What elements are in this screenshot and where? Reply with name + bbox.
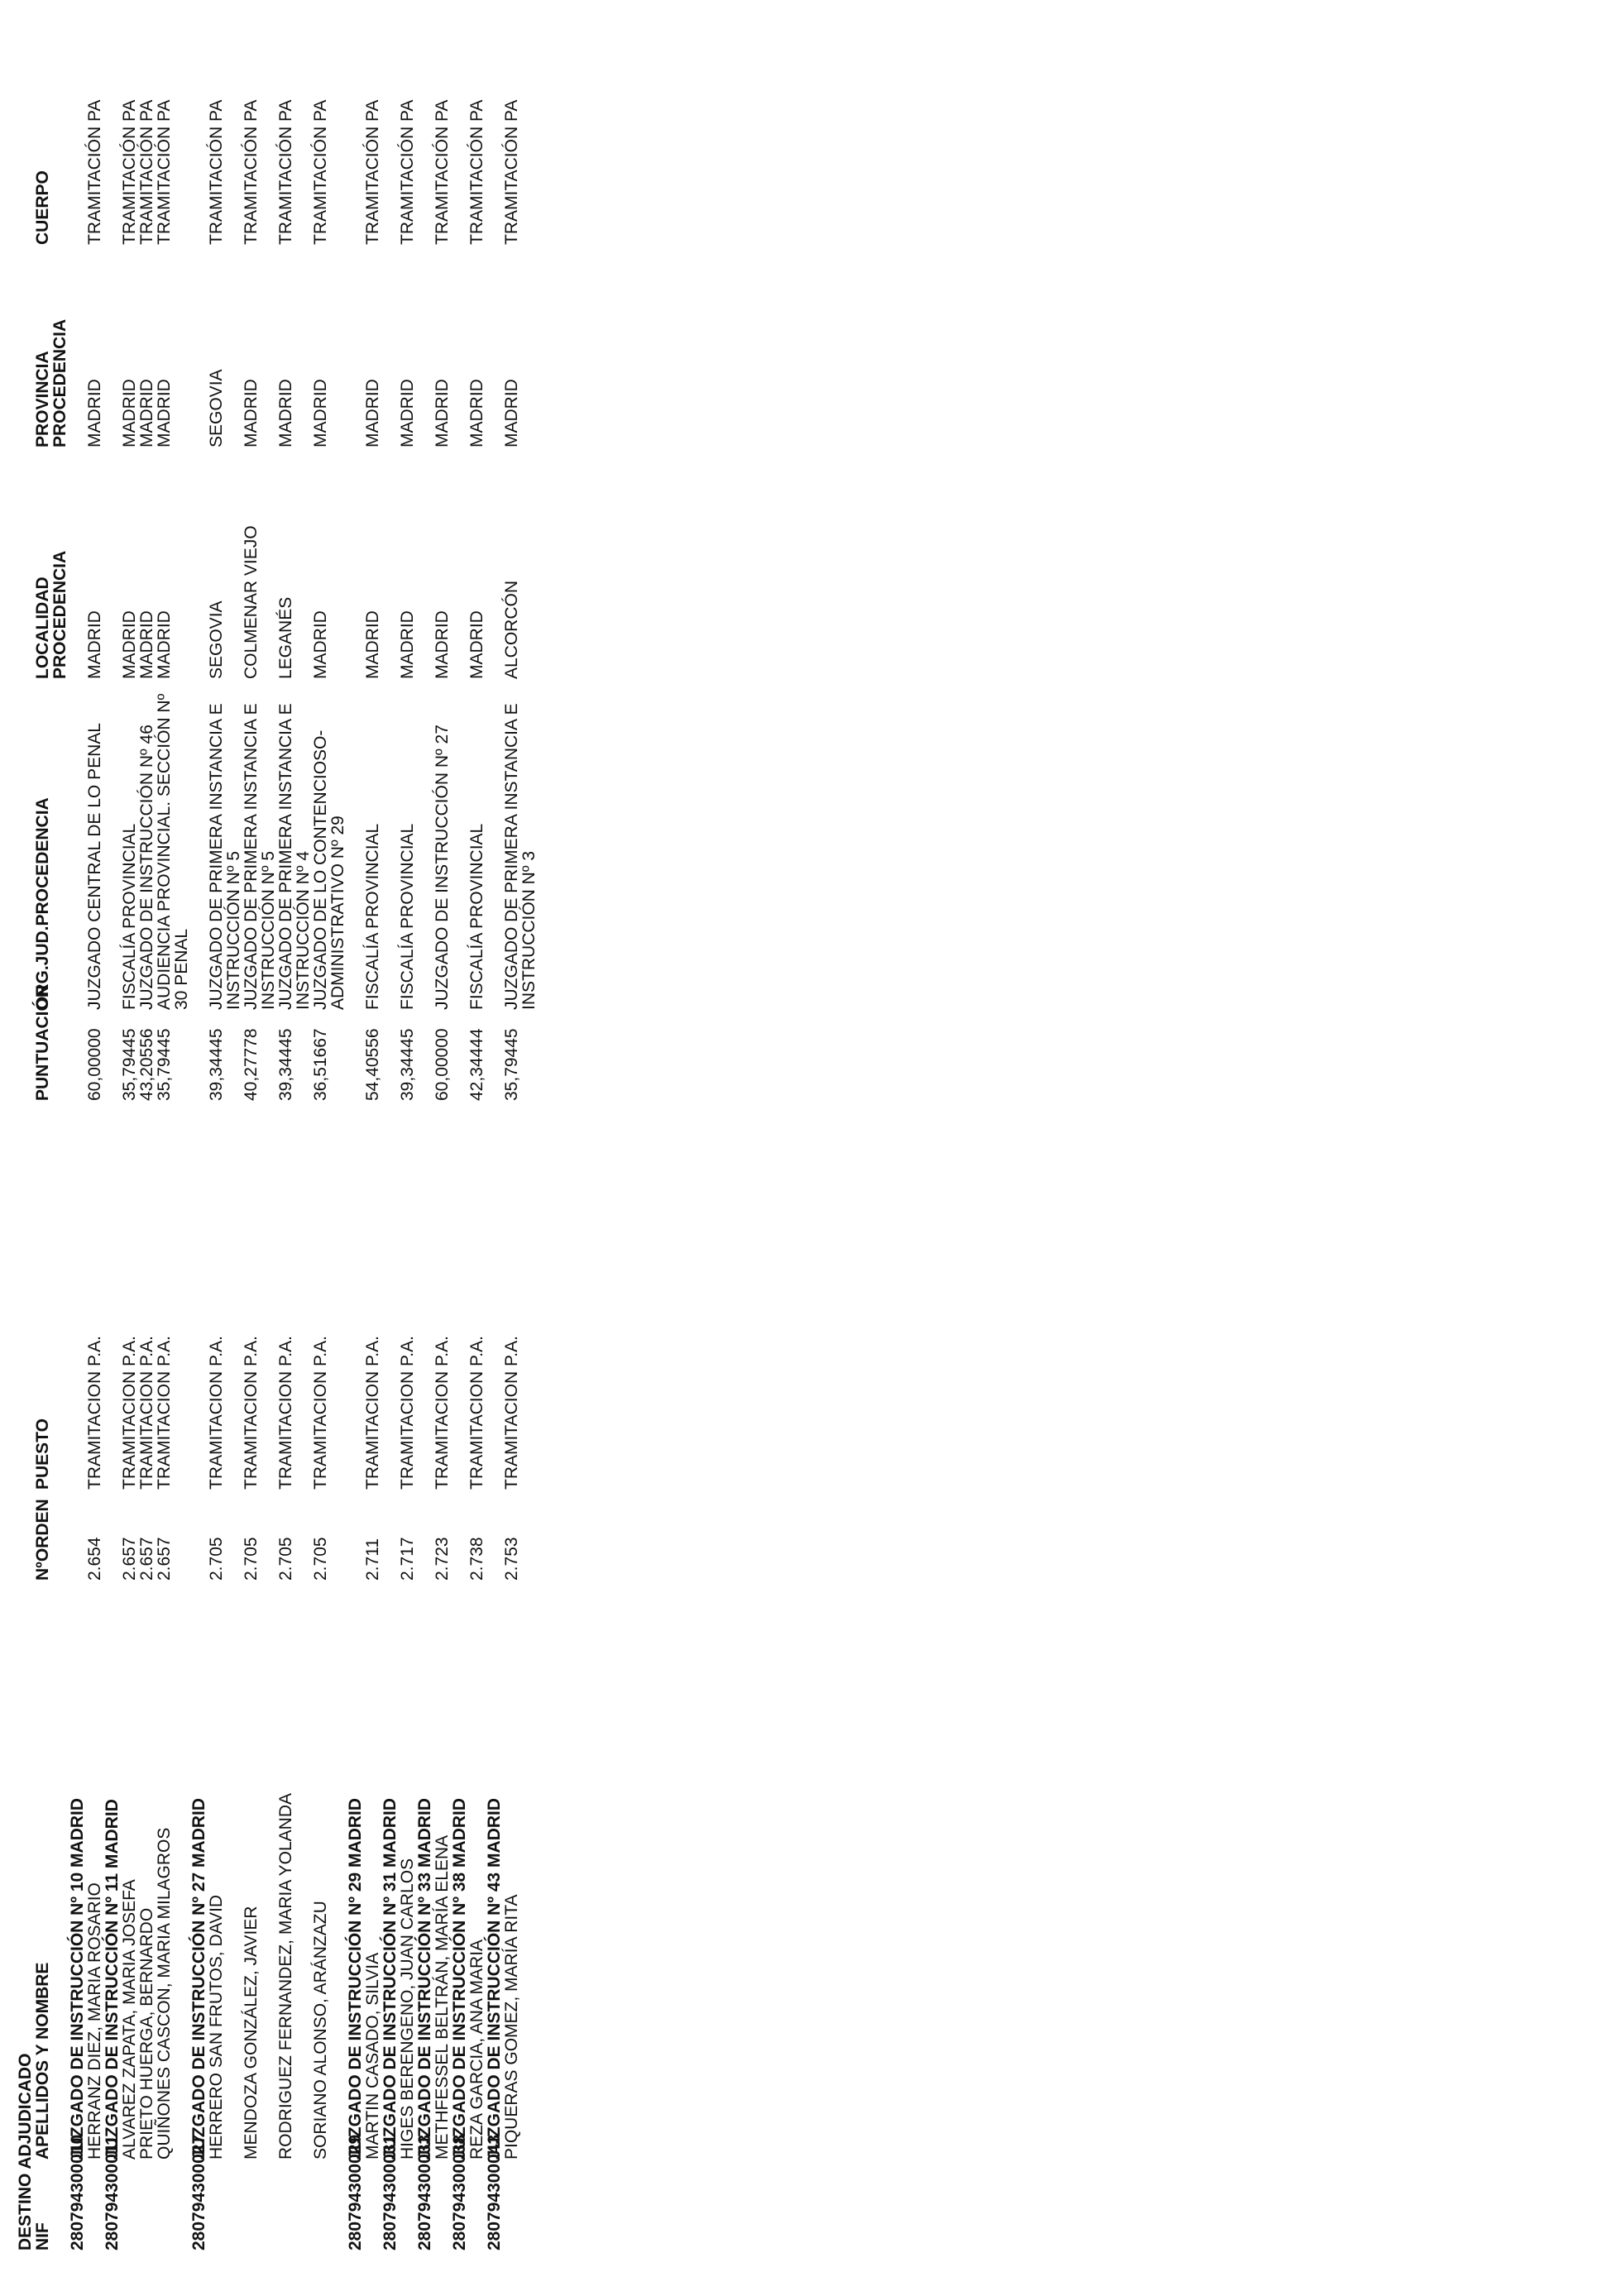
order-number: 2.711 (363, 1538, 382, 1581)
destination-nif: 280794300033 (415, 2134, 434, 2251)
order-number: 2.705 (311, 1537, 330, 1581)
destination-court: JUZGADO DE INSTRUCCIÓN Nº 27 MADRID (189, 1797, 208, 2160)
origin-province: MADRID (242, 379, 261, 447)
table-row (503, 50, 538, 2251)
table-row (138, 50, 156, 2251)
post: TRAMITACION P.A. (363, 1336, 382, 1490)
order-number: 2.738 (467, 1537, 486, 1581)
empty-nif-cell (468, 2160, 486, 2251)
post: TRAMITACION P.A. (155, 1336, 174, 1490)
origin-province: MADRID (276, 379, 295, 447)
origin-body: FISCALÍA PROVINCIAL (467, 823, 486, 1010)
origin-province: MADRID (155, 379, 174, 447)
post: TRAMITACION P.A. (137, 1336, 156, 1490)
destination-nif: 280794300038 (450, 2134, 469, 2251)
destination-nif: 280794300029 (346, 2134, 365, 2251)
origin-locality: MADRID (363, 610, 382, 679)
destination-nif: 280794300031 (381, 2134, 400, 2251)
table-row (277, 50, 312, 2251)
person-name: ALVAREZ ZAPATA, MARIA JOSEFA (120, 1879, 139, 2160)
score: 39,34445 (276, 1028, 295, 1101)
origin-locality: MADRID (85, 610, 104, 679)
order-number: 2.657 (155, 1537, 174, 1581)
score: 60,00000 (85, 1028, 104, 1101)
header-corps: CUERPO (33, 170, 52, 245)
person-name: METHFESSEL BELTRÁN, MARÍA ELENA (433, 1834, 452, 2160)
corps: TRAMITACIÓN PA (363, 99, 382, 245)
header-origin-province: PROVINCIA PROCEDENCIA (33, 318, 69, 447)
origin-province: MADRID (363, 379, 382, 447)
origin-body: JUZGADO CENTRAL DE LO PENAL (85, 723, 104, 1010)
score: 43,20556 (137, 1028, 156, 1101)
table-row (86, 50, 103, 2251)
empty-nif-cell (399, 2160, 416, 2251)
empty-nif-cell (277, 2160, 312, 2251)
post: TRAMITACION P.A. (276, 1336, 295, 1490)
destination-court: JUZGADO DE INSTRUCCIÓN Nº 33 MADRID (415, 1797, 434, 2160)
origin-body: JUZGADO DE PRIMERA INSTANCIA E INSTRUCCIÓN Nº 5 (242, 703, 278, 1010)
person-name: HIGES BERENGENO, JUAN CARLOS (398, 1858, 417, 2160)
destination-court: JUZGADO DE INSTRUCCIÓN Nº 43 MADRID (485, 1797, 504, 2160)
origin-body: FISCALÍA PROVINCIAL (398, 823, 417, 1010)
corps: TRAMITACIÓN PA (276, 99, 295, 245)
header-order: NºORDEN (33, 1499, 52, 1581)
empty-nif-cell (208, 2160, 242, 2251)
table-row (433, 50, 451, 2251)
origin-province: MADRID (398, 379, 417, 447)
destination-group-row (69, 50, 86, 2251)
origin-province: MADRID (120, 379, 139, 447)
origin-body: FISCALÍA PROVINCIAL (363, 823, 382, 1010)
person-name: PIQUERAS GOMEZ, MARÍA RITA (502, 1894, 521, 2160)
empty-nif-cell (433, 2160, 451, 2251)
score: 35,79445 (155, 1028, 174, 1101)
destination-nif: 280794300027 (189, 2134, 208, 2251)
table-row (156, 50, 190, 2251)
destination-group-row (486, 50, 503, 2251)
corps: TRAMITACIÓN PA (433, 99, 452, 245)
post: TRAMITACION P.A. (207, 1336, 226, 1490)
origin-locality: MADRID (155, 610, 174, 679)
origin-body: JUZGADO DE PRIMERA INSTANCIA E INSTRUCCIÓN Nº 3 (502, 703, 539, 1010)
empty-nif-cell (242, 2160, 277, 2251)
header-name: APELLIDOS Y NOMBRE (33, 1962, 52, 2160)
origin-province: MADRID (137, 379, 156, 447)
origin-province: MADRID (467, 379, 486, 447)
person-name: HERRERO SAN FRUTOS, DAVID (207, 1894, 226, 2160)
person-name: PRIETO HUERGA, BERNARDO (137, 1907, 156, 2160)
score: 60,00000 (433, 1028, 452, 1101)
order-number: 2.654 (85, 1537, 104, 1581)
destination-group-row (103, 50, 121, 2251)
score: 39,34445 (207, 1028, 226, 1101)
order-number: 2.723 (433, 1537, 452, 1581)
origin-body: JUZGADO DE INSTRUCCIÓN Nº 46 (137, 725, 156, 1010)
origin-locality: MADRID (120, 610, 139, 679)
table-row (468, 50, 486, 2251)
header-origin-body: ORG.JUD.PROCEDENCIA (33, 797, 52, 1010)
empty-nif-cell (121, 2160, 138, 2251)
person-name: RODRIGUEZ FERNANDEZ, MARIA YOLANDA (276, 1792, 295, 2160)
post: TRAMITACION P.A. (433, 1336, 452, 1490)
origin-locality: MADRID (433, 610, 452, 679)
destination-nif: 280794300010 (68, 2134, 87, 2251)
score: 36,51667 (311, 1028, 330, 1101)
table-row (312, 50, 347, 2251)
origin-locality: MADRID (311, 610, 330, 679)
order-number: 2.705 (242, 1537, 261, 1581)
document-title: DESTINO ADJUDICADO (16, 2053, 35, 2251)
assignments-table (17, 50, 538, 2251)
destination-court: JUZGADO DE INSTRUCCIÓN Nº 31 MADRID (381, 1797, 400, 2160)
empty-nif-cell (156, 2160, 190, 2251)
origin-locality: MADRID (398, 610, 417, 679)
destination-group-row (416, 50, 433, 2251)
table-row (242, 50, 277, 2251)
destination-nif: 280794300043 (485, 2134, 504, 2251)
origin-province: MADRID (502, 379, 521, 447)
header-post: PUESTO (33, 1418, 52, 1490)
header-origin-locality: LOCALIDAD PROCEDENCIA (33, 550, 69, 679)
table-body (69, 50, 538, 2251)
origin-locality: COLMENAR VIEJO (242, 525, 261, 679)
corps: TRAMITACIÓN PA (137, 99, 156, 245)
order-number: 2.657 (120, 1537, 139, 1581)
origin-body: AUDIENCIA PROVINCIAL. SECCIÓN Nº 30 PENAL (155, 693, 191, 1010)
origin-locality: LEGANÉS (276, 596, 295, 679)
post: TRAMITACION P.A. (120, 1336, 139, 1490)
score: 35,79445 (120, 1028, 139, 1101)
destination-group-row (451, 50, 468, 2251)
destination-court: JUZGADO DE INSTRUCCIÓN Nº 29 MADRID (346, 1797, 365, 2160)
corps: TRAMITACIÓN PA (207, 99, 226, 245)
order-number: 2.705 (276, 1537, 295, 1581)
origin-body: JUZGADO DE PRIMERA INSTANCIA E INSTRUCCIÓN Nº 4 (276, 703, 313, 1010)
score: 40,27778 (242, 1028, 261, 1101)
score: 54,40556 (363, 1028, 382, 1101)
person-name: HERRANZ DIEZ, MARIA ROSARIO (85, 1882, 104, 2160)
empty-nif-cell (138, 2160, 156, 2251)
order-number: 2.717 (398, 1537, 417, 1581)
empty-nif-cell (86, 2160, 103, 2251)
empty-nif-cell (364, 2160, 381, 2251)
post: TRAMITACION P.A. (311, 1336, 330, 1490)
order-number: 2.705 (207, 1537, 226, 1581)
origin-province: SEGOVIA (207, 369, 226, 447)
column-header-row (34, 50, 69, 2251)
corps: TRAMITACIÓN PA (311, 99, 330, 245)
empty-nif-cell (503, 2160, 538, 2251)
table-row (208, 50, 242, 2251)
origin-locality: ALCORCÓN (502, 580, 521, 679)
post: TRAMITACION P.A. (242, 1336, 261, 1490)
destination-court: JUZGADO DE INSTRUCCIÓN Nº 10 MADRID (68, 1797, 87, 2160)
post: TRAMITACION P.A. (502, 1336, 521, 1490)
post: TRAMITACION P.A. (85, 1336, 104, 1490)
corps: TRAMITACIÓN PA (502, 99, 521, 245)
corps: TRAMITACIÓN PA (467, 99, 486, 245)
origin-locality: SEGOVIA (207, 600, 226, 679)
corps: TRAMITACIÓN PA (85, 99, 104, 245)
corps: TRAMITACIÓN PA (155, 99, 174, 245)
empty-nif-cell (312, 2160, 347, 2251)
origin-body: JUZGADO DE INSTRUCCIÓN Nº 27 (433, 725, 452, 1010)
destination-court: JUZGADO DE INSTRUCCIÓN Nº 38 MADRID (450, 1797, 469, 2160)
destination-group-row (190, 50, 208, 2251)
origin-body: FISCALÍA PROVINCIAL (120, 823, 139, 1010)
header-score: PUNTUACIÓN (33, 985, 52, 1101)
table-row (121, 50, 138, 2251)
header-nif: NIF (33, 2222, 52, 2251)
person-name: MARTIN CASADO, SILVIA (363, 1952, 382, 2160)
person-name: MENDOZA GONZÁLEZ, JAVIER (242, 1906, 261, 2160)
table-row (364, 50, 381, 2251)
destination-nif: 280794300011 (103, 2136, 122, 2251)
origin-province: MADRID (433, 379, 452, 447)
corps: TRAMITACIÓN PA (242, 99, 261, 245)
origin-body: JUZGADO DE LO CONTENCIOSO-ADMINISTRATIVO Nº 29 (311, 729, 347, 1010)
destination-group-row (381, 50, 399, 2251)
destination-group-row (347, 50, 364, 2251)
score: 39,34445 (398, 1028, 417, 1101)
corps: TRAMITACIÓN PA (120, 99, 139, 245)
origin-locality: MADRID (137, 610, 156, 679)
order-number: 2.753 (502, 1537, 521, 1581)
post: TRAMITACION P.A. (398, 1336, 417, 1490)
origin-province: MADRID (85, 379, 104, 447)
destination-court: JUZGADO DE INSTRUCCIÓN Nº 11 MADRID (103, 1799, 122, 2160)
post: TRAMITACION P.A. (467, 1336, 486, 1490)
origin-province: MADRID (311, 379, 330, 447)
order-number: 2.657 (137, 1537, 156, 1581)
corps: TRAMITACIÓN PA (398, 99, 417, 245)
person-name: QUIÑONES CASCON, MARIA MILAGROS (155, 1827, 174, 2160)
origin-body: JUZGADO DE PRIMERA INSTANCIA E INSTRUCCIÓN Nº 5 (207, 703, 243, 1010)
person-name: REZA GARCIA, ANA MARIA (467, 1939, 486, 2160)
score: 35,79445 (502, 1028, 521, 1101)
table-row (399, 50, 416, 2251)
score: 42,34444 (467, 1028, 486, 1101)
origin-locality: MADRID (467, 610, 486, 679)
person-name: SORIANO ALONSO, ARÁNZAZU (311, 1901, 330, 2160)
